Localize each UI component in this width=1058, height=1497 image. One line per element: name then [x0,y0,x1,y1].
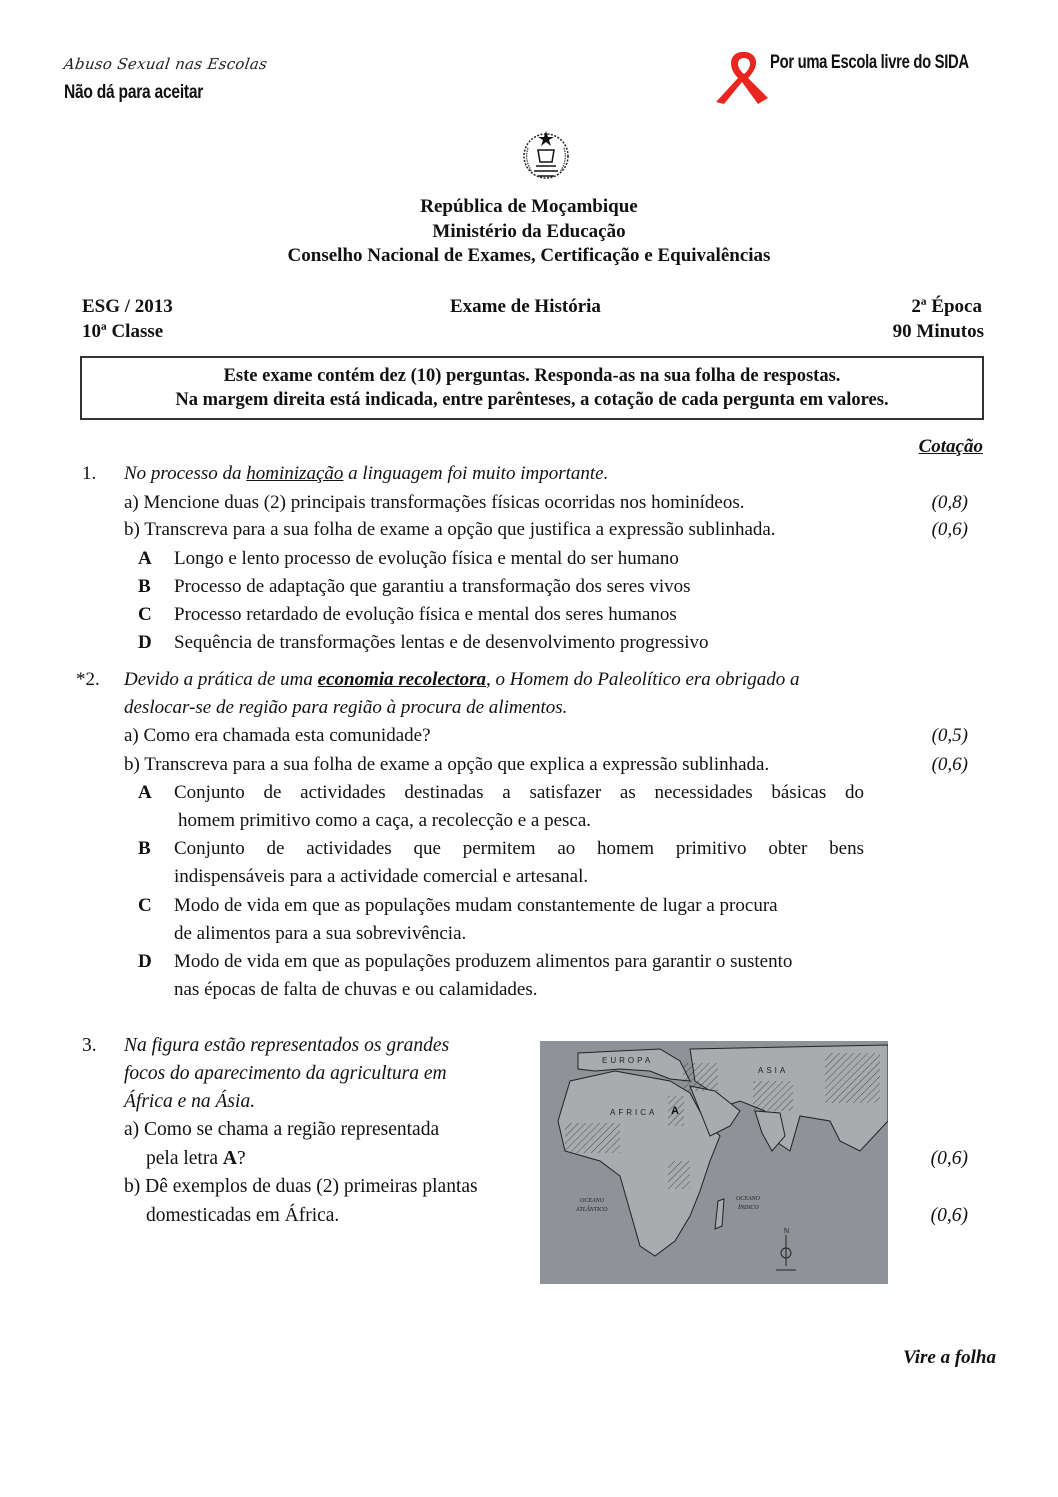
turn-page-note: Vire a folha [903,1347,996,1368]
coat-of-arms-icon [516,128,576,186]
label-asia: ASIA [758,1066,789,1075]
red-ribbon-icon [708,48,778,106]
option-a: A Longo e lento processo de evolução física e mental do ser humano [138,548,679,569]
label-europe: EUROPA [602,1056,654,1065]
score: (0,6) [931,754,968,775]
hearth-fertile-crescent [683,1063,718,1091]
hearth-china [825,1053,880,1103]
label-africa: AFRICA [610,1108,658,1117]
question-number: *2. [76,669,100,690]
hearth-india [753,1081,793,1111]
score: (0,6) [930,1148,968,1169]
question-number: 3. [82,1035,97,1056]
score-column-header: Cotação [918,436,983,457]
underlined-term: economia recolectora [317,669,486,690]
campaign-slogan: Não dá para aceitar [64,82,204,103]
campaign-tagline: Abuso Sexual nas Escolas [62,55,269,73]
question-number: 1. [82,463,97,484]
score: (0,6) [930,1205,968,1226]
agriculture-origins-map [540,1041,888,1284]
exam-duration: 90 Minutos [892,321,984,342]
hearth-west-africa [565,1123,620,1153]
label-indian-1: OCEANO [736,1196,760,1202]
instructions-box [80,356,984,420]
exam-season: 2ª Época [911,296,982,317]
option-c: C Processo retardado de evolução física e mental dos seres humanos [138,604,677,625]
institution-heading [0,195,1058,269]
label-marker-a: A [671,1105,679,1117]
underlined-term: hominização [246,463,344,484]
option-d: D Sequência de transformações lentas e de desenvolvimento progressivo [138,632,709,653]
option-b: B Processo de adaptação que garantiu a transformação dos seres vivos [138,576,691,597]
score: (0,6) [931,519,968,540]
label-atlantic-1: OCEANO [580,1198,604,1204]
svg-text:N: N [784,1228,790,1235]
question-3-stem: 3. Na figura estão representados os grandes [0,1032,1058,1060]
question-2-part-a: a) Como era chamada esta comunidade? (0,5) [0,722,1058,750]
question-2-stem-line-2: deslocar-se de região para região à procura de alimentos. [124,697,568,718]
option-a: A Conjunto de actividades destinadas a satisfazer as necessidades básicas do [138,782,864,803]
question-1-stem: 1. No processo da hominização a linguagem foi muito importante. [0,460,1058,488]
label-atlantic-2: ATLÂNTICO [576,1207,608,1213]
option-b: B Conjunto de actividades que permitem ao homem primitivo obter bens [138,838,864,859]
hearth-east-africa [668,1161,690,1189]
exam-grade: 10ª Classe [82,321,164,342]
country-name: República de Moçambique [420,196,638,217]
exam-title: Exame de História [450,296,601,317]
question-1-part-a: a) Mencione duas (2) principais transformações físicas ocorridas nos hominídeos. (0,8) [0,489,1058,517]
question-3-part-a: a) Como se chama a região representada [124,1119,440,1140]
instructions-line-1: Este exame contém dez (10) perguntas. Responda-as na sua folha de respostas. [223,366,841,386]
question-2-stem: *2. Devido a prática de uma economia recolectora, o Homem do Paleolítico era obrigado a [0,666,1058,694]
ministry-name: Ministério da Educação [432,220,626,242]
question-3-part-b: b) Dê exemplos de duas (2) primeiras plantas [124,1176,478,1197]
instructions-line-2: Na margem direita está indicada, entre parênteses, a cotação de cada pergunta em valores. [175,390,889,410]
score: (0,8) [931,492,968,513]
score: (0,5) [931,725,968,746]
option-d: D Modo de vida em que as populações produzem alimentos para garantir o sustento [138,951,793,972]
council-name: Conselho Nacional de Exames, Certificação e Equivalências [287,245,771,266]
campaign-aids-slogan: Por uma Escola livre do SIDA [770,52,969,73]
option-c: C Modo de vida em que as populações mudam constantemente de lugar a procura [138,895,778,916]
question-2-part-b: b) Transcreva para a sua folha de exame a opção que explica a expressão sublinhada. (0,6) [0,751,1058,779]
map-drawing [540,1041,888,1284]
exam-code: ESG / 2013 [82,296,173,317]
question-1-part-b: b) Transcreva para a sua folha de exame a opção que justifica a expressão sublinhada. (0,6) [0,516,1058,544]
label-indian-2: ÍNDICO [738,1205,759,1211]
